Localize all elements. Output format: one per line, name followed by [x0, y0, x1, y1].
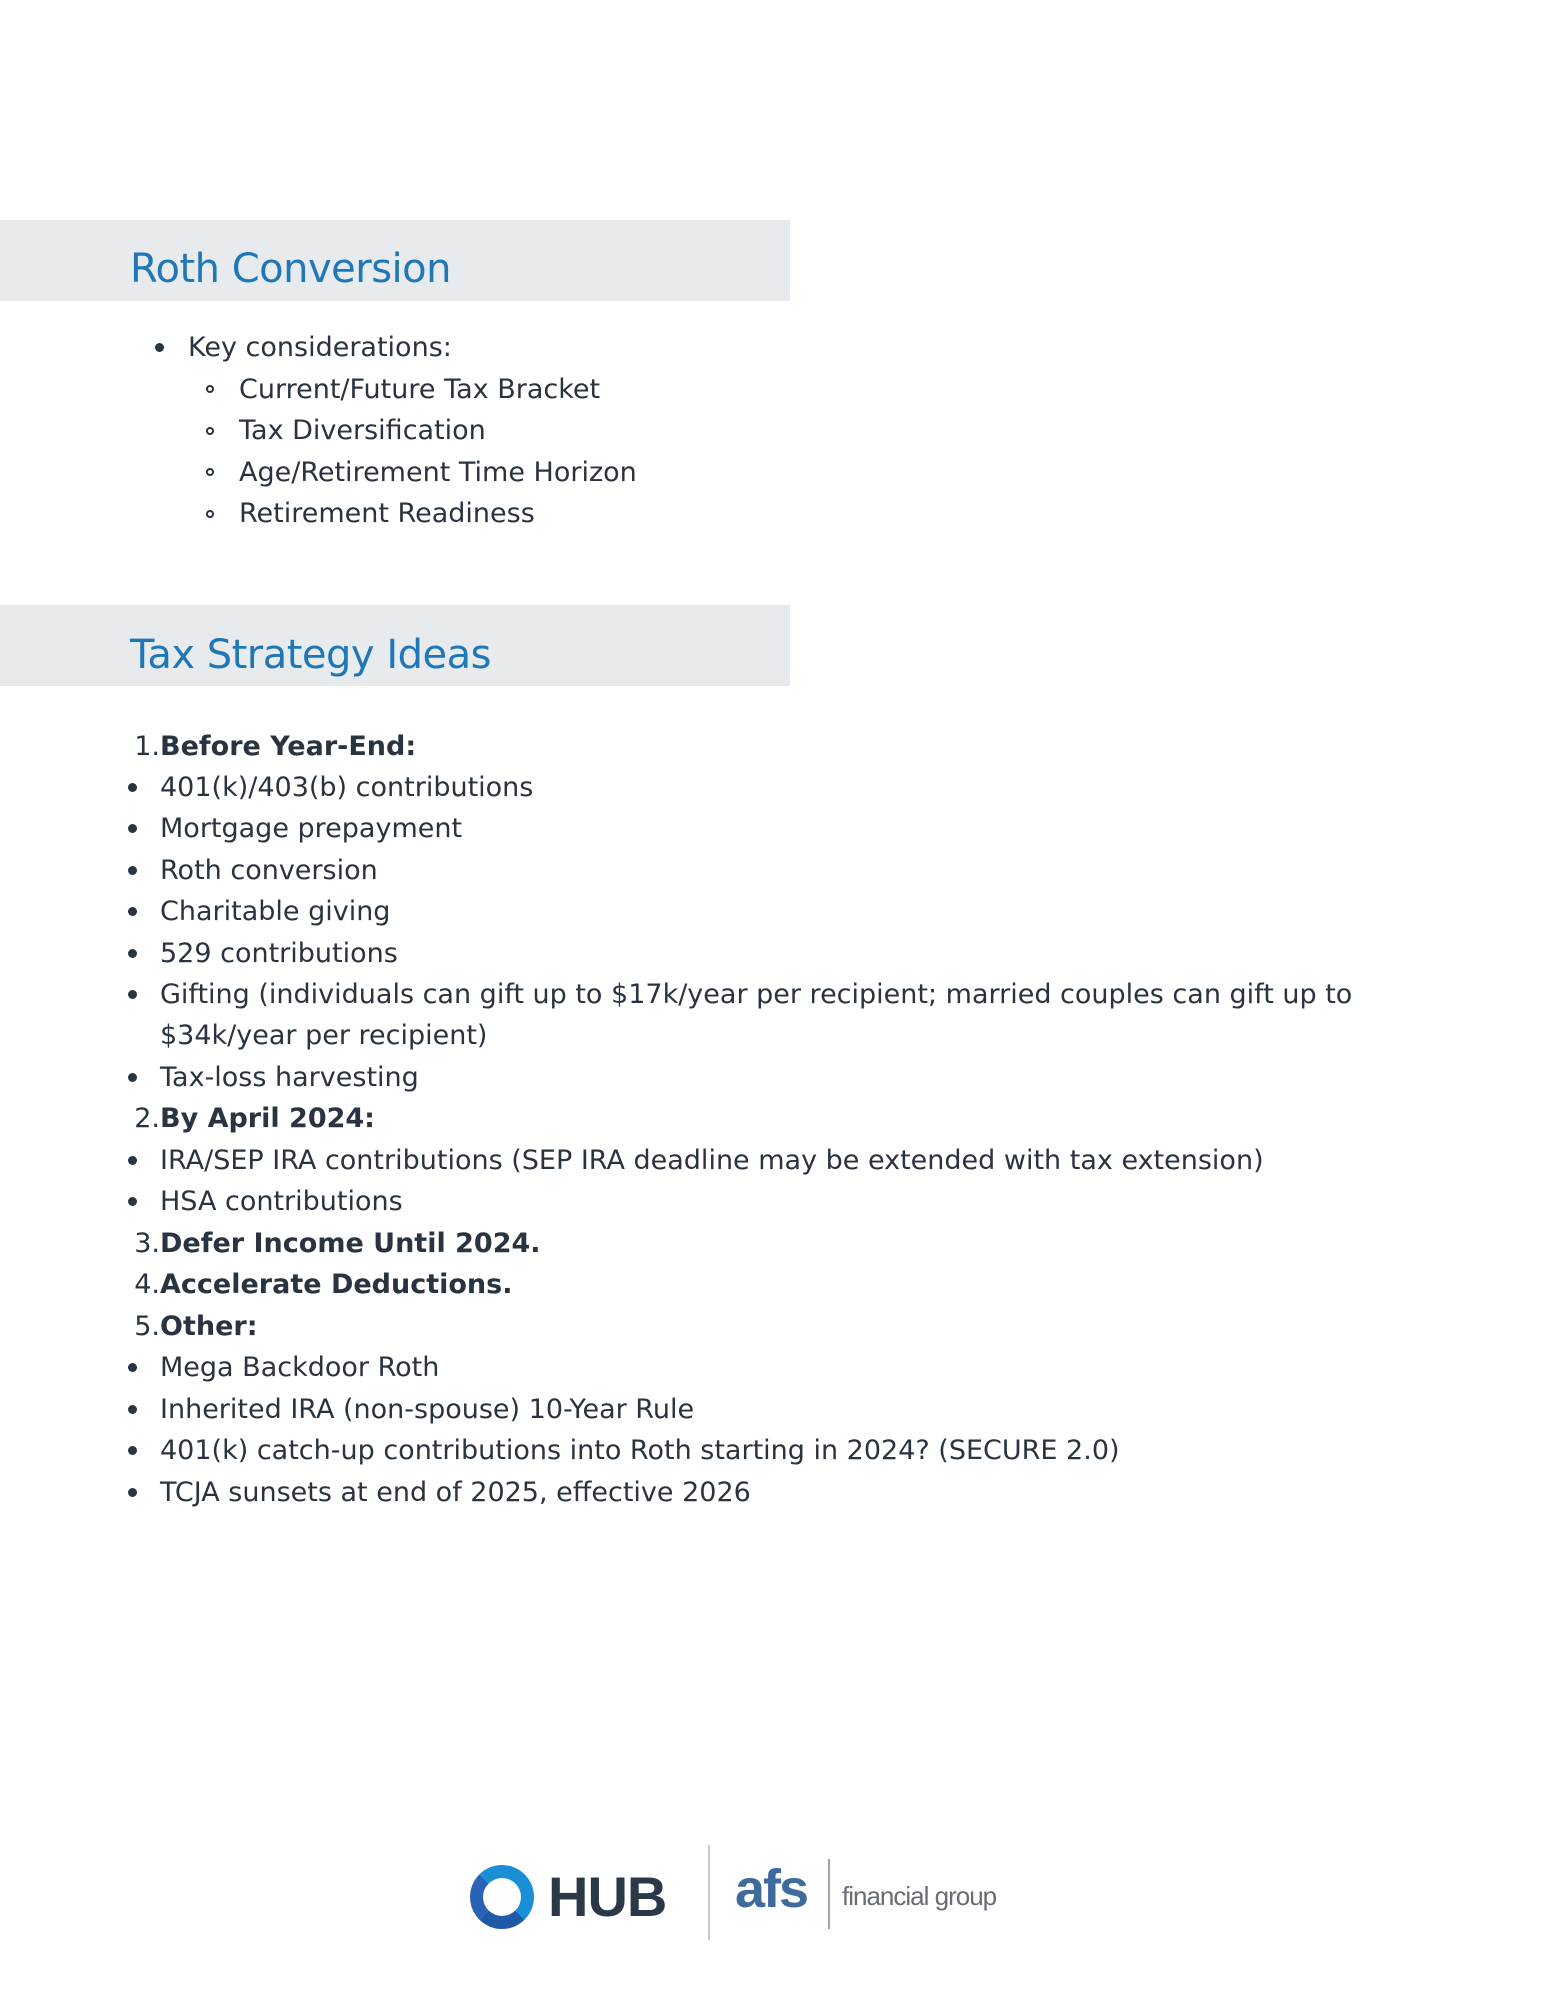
- list-item-continuation: $34k/year per recipient): [160, 1020, 488, 1051]
- list-item: 401(k)/403(b) contributions: [160, 772, 534, 803]
- group-number: 2.: [134, 1103, 160, 1134]
- roth-item-bullet: [206, 468, 214, 476]
- group-heading: Before Year-End:: [160, 731, 417, 762]
- roth-intro-bullet: [155, 343, 164, 352]
- list-bullet: [128, 1446, 137, 1455]
- financial-group-text: financial group: [842, 1881, 997, 1911]
- list-item: Roth conversion: [160, 855, 378, 886]
- list-item: IRA/SEP IRA contributions (SEP IRA deadline may be extended with tax extension): [160, 1145, 1264, 1176]
- list-item: Mortgage prepayment: [160, 813, 463, 844]
- roth-item: Current/Future Tax Bracket: [239, 374, 601, 405]
- group-number: 3.: [134, 1228, 160, 1259]
- afs-logo-text: afs: [735, 1859, 808, 1919]
- roth-item: Age/Retirement Time Horizon: [239, 457, 637, 488]
- hub-logo-ring-icon: [470, 1865, 534, 1929]
- list-bullet: [128, 866, 137, 875]
- roth-item: Tax Diversification: [239, 415, 486, 446]
- roth-intro-text: Key considerations:: [188, 332, 452, 363]
- roth-item-bullet: [206, 427, 214, 435]
- list-item: HSA contributions: [160, 1186, 403, 1217]
- list-bullet: [128, 1156, 137, 1165]
- roth-item-bullet: [206, 510, 214, 518]
- list-item: 401(k) catch-up contributions into Roth starting in 2024? (SECURE 2.0): [160, 1435, 1120, 1466]
- group-number: 1.: [134, 731, 160, 762]
- list-bullet: [128, 824, 137, 833]
- list-item: Mega Backdoor Roth: [160, 1352, 440, 1383]
- list-item: Charitable giving: [160, 896, 391, 927]
- roth-item-bullet: [206, 385, 214, 393]
- list-bullet: [128, 907, 137, 916]
- hub-logo-text: HUB: [548, 1865, 667, 1928]
- roth-section-title: Roth Conversion: [130, 246, 451, 292]
- group-heading: Accelerate Deductions.: [160, 1269, 513, 1300]
- list-bullet: [128, 1405, 137, 1414]
- list-item: TCJA sunsets at end of 2025, effective 2026: [160, 1477, 751, 1508]
- group-heading: Other:: [160, 1311, 258, 1342]
- list-bullet: [128, 1363, 137, 1372]
- list-item: Inherited IRA (non-spouse) 10-Year Rule: [160, 1394, 695, 1425]
- list-bullet: [128, 783, 137, 792]
- footer-logos: [470, 1845, 1030, 1945]
- list-item: Tax-loss harvesting: [160, 1062, 419, 1093]
- group-number: 5.: [134, 1311, 160, 1342]
- group-number: 4.: [134, 1269, 160, 1300]
- list-bullet: [128, 1073, 137, 1082]
- roth-item: Retirement Readiness: [239, 498, 535, 529]
- logo-divider: [708, 1845, 710, 1940]
- list-bullet: [128, 949, 137, 958]
- tax-section-title: Tax Strategy Ideas: [130, 632, 491, 678]
- list-bullet: [128, 990, 137, 999]
- afs-logo-divider: [828, 1859, 830, 1929]
- group-heading: By April 2024:: [160, 1103, 375, 1134]
- list-bullet: [128, 1197, 137, 1206]
- list-item: Gifting (individuals can gift up to $17k/year per recipient; married couples can gift up to: [160, 979, 1353, 1010]
- group-heading: Defer Income Until 2024.: [160, 1228, 541, 1259]
- list-item: 529 contributions: [160, 938, 398, 969]
- list-bullet: [128, 1488, 137, 1497]
